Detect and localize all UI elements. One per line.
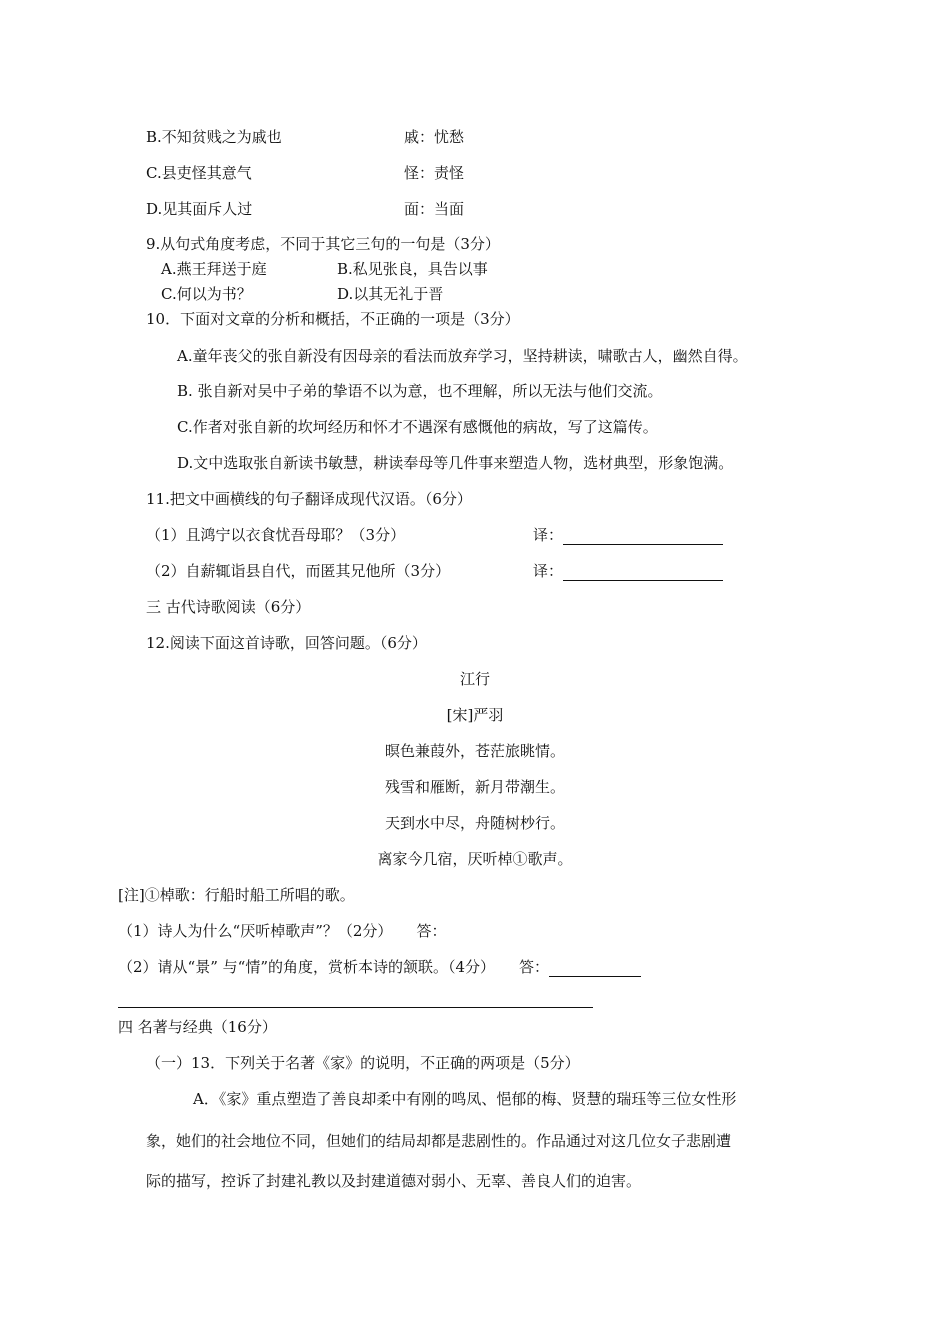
poem-author: [宋]严羽	[446, 706, 504, 724]
q13-option-a-line-2: 象，她们的社会地位不同，但她们的结局却都是悲剧性的。作品通过对这几位女子悲剧遭	[146, 1132, 732, 1150]
q9-option-a: A.燕王拜送于庭	[161, 260, 267, 278]
poem-line-2: 残雪和雁断，新月带潮生。	[384, 778, 565, 796]
q8-option-c: C.县吏怪其意气	[146, 164, 252, 182]
q12-stem: 12.阅读下面这首诗歌，回答问题。（6分）	[146, 634, 427, 652]
q8-option-d-gloss: 面：当面	[404, 200, 465, 218]
section-divider	[118, 1007, 593, 1008]
q10-option-d: D.文中选取张自新读书敏慧，耕读奉母等几件事来塑造人物，选材典型，形象饱满。	[177, 454, 734, 472]
q12-sub-2-answer-label: 答：	[519, 958, 550, 976]
q11-item-1: （1）且鸿宁以衣食忧吾母耶？（3分）	[146, 526, 406, 544]
poem-note: [注]①棹歌：行船时船工所唱的歌。	[118, 886, 355, 904]
q8-option-b-gloss: 戚：忧愁	[404, 128, 465, 146]
q13-option-a-line-1: A．《家》重点塑造了善良却柔中有刚的鸣凤、悒郁的梅、贤慧的瑞珏等三位女性形	[193, 1090, 737, 1108]
q13-option-a-line-3: 际的描写，控诉了封建礼教以及封建道德对弱小、无辜、善良人们的迫害。	[146, 1172, 642, 1190]
section-4-heading: 四 名著与经典（16分）	[118, 1018, 277, 1036]
q10-option-c: C.作者对张自新的坎坷经历和怀才不遇深有感慨他的病故，写了这篇传。	[177, 418, 658, 436]
q10-option-a: A.童年丧父的张自新没有因母亲的看法而放弃学习，坚持耕读，啸歌古人，幽然自得。	[177, 347, 748, 365]
q11-item-1-answer-blank[interactable]	[563, 528, 723, 545]
q9-option-c: C.何以为书？	[161, 285, 252, 303]
q12-sub-2-text: （2）请从“景” 与“情”的角度，赏析本诗的颔联。（4分）	[118, 958, 496, 976]
q10-option-b: B. 张自新对吴中子弟的挚语不以为意，也不理解，所以无法与他们交流。	[177, 382, 663, 400]
q8-option-b: B.不知贫贱之为戚也	[146, 128, 282, 146]
q11-item-2-answer-blank[interactable]	[563, 564, 723, 581]
q11-item-2-answer-label: 译：	[533, 562, 564, 580]
poem-title: 江行	[459, 670, 490, 688]
poem-line-4: 离家今几宿，厌听棹①歌声。	[377, 850, 573, 868]
q12-sub-1-text: （1）诗人为什么“厌听棹歌声”？（2分）	[118, 922, 393, 940]
q8-option-c-gloss: 怪：责怪	[404, 164, 465, 182]
q10-stem: 10．下面对文章的分析和概括，不正确的一项是（3分）	[146, 310, 520, 328]
q9-option-d: D.以其无礼于晋	[337, 285, 444, 303]
q11-item-1-answer[interactable]	[533, 525, 723, 545]
q8-option-d: D.见其面斥人过	[146, 200, 253, 218]
q11-item-2: （2）自薪辄诣县自代，而匿其兄他所（3分）	[146, 562, 451, 580]
q11-item-2-answer[interactable]	[533, 561, 723, 581]
q12-sub-2	[118, 957, 641, 977]
q12-sub-2-answer-blank[interactable]	[549, 960, 641, 977]
q9-option-b: B.私见张良，具告以事	[337, 260, 488, 278]
q11-stem: 11.把文中画横线的句子翻译成现代汉语。（6分）	[146, 490, 472, 508]
poem-line-1: 暝色兼葭外，苍茫旅眺情。	[384, 742, 565, 760]
poem-line-3: 天到水中尽，舟随树杪行。	[384, 814, 565, 832]
q9-stem: 9.从句式角度考虑，不同于其它三句的一句是（3分）	[146, 235, 500, 253]
q11-item-1-answer-label: 译：	[533, 526, 564, 544]
q12-sub-1	[118, 921, 446, 941]
section-3-heading: 三 古代诗歌阅读（6分）	[146, 598, 311, 616]
q12-sub-1-answer-label: 答：	[416, 922, 447, 940]
q13-stem: （一）13．下列关于名著《家》的说明，不正确的两项是（5分）	[146, 1054, 580, 1072]
